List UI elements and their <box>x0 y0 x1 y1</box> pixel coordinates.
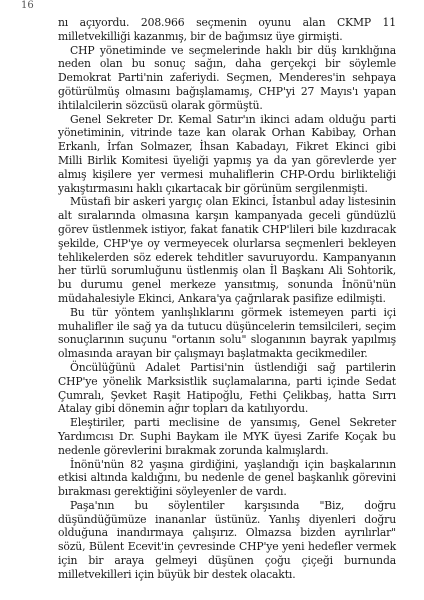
paragraph: CHP yönetiminde ve seçmelerinde haklı bir düş kırıklığına neden olan bu sonuç sağın, daha gerçekçi bir söylemle Demokrat Parti'nin zaferiydi. Seçmen, Menderes'in sehpaya götürülmüş olmasını bağışlamamış, CHP'yi 27 Mayıs'ı yapan ihtilalcilerin sözcüsü olarak görmüştü. <box>58 43 396 112</box>
paragraph: nı açıyordu. 208.966 seçmenin oyunu alan CKMP 11 milletvekilliği kazanmış, bir de bağımsız üye girmişti. <box>58 16 396 43</box>
page-number: 16 <box>21 0 34 11</box>
paragraph: Paşa'nın bu söylentiler karşısında "Biz, doğru düşündüğümüze inananlar üstünüz. Yanlış diyenleri doğru olduğuna inandırmaya çalışırız. Olmazsa bizden ayrılırlar" sözü, Bülent Ecevit'in çevresinde CHP'ye yeni hedefler vermek için bir araya gelmeyi düşünen çoğu çiçeği burnunda milletvekilleri için büyük bir destek olacaktı. <box>58 498 396 581</box>
paragraph: Eleştiriler, parti meclisine de yansımış, Genel Sekreter Yardımcısı Dr. Suphi Baykam ile MYK üyesi Zarife Koçak bu nedenle görevlerini bırakmak zorunda kalmışlardı. <box>58 416 396 457</box>
paragraph: Genel Sekreter Dr. Kemal Satır'ın ikinci adam olduğu parti yönetiminin, vitrinde taze kan olarak Orhan Kabibay, Orhan Erkanlı, İrfan Solmazer, İhsan Kabadayı, Fikret Ekinci gibi Milli Birlik Komitesi üyeliği yapmış ya da yan görevlerde yer almış kişilere yer vermesi muhaliflerin CHP-Ordu birlikteliği yakıştırmasını haklı çıkartacak bir görünüm sergilenmişti. <box>58 112 396 195</box>
paragraph: Öncülüğünü Adalet Partisi'nin üstlendiği sağ partilerin CHP'ye yönelik Marksistlik suçlamalarına, parti içinde Sedat Çumralı, Şevket Raşit Hatipoğlu, Fethi Çelikbaş, hatta Sırrı Atalay gibi dönemin ağır topları da katılıyordu. <box>58 360 396 416</box>
paragraph: Müstafi bir askeri yargıç olan Ekinci, İstanbul aday listesinin alt sıralarında olmasına karşın kampanyada geceli gündüzlü görev üstlenmek istiyor, fakat fanatik CHP'lileri bile kızdıracak şekilde, CHP'ye oy vermeyecek olurlarsa seçmenleri bekleyen tehlikelerden söz ederek tehditler savuruyordu. Kampanyanın her türlü sorumluğunu üstlenmiş olan İl Başkanı Ali Sohtorik, bu durumu genel merkeze yansıtmış, sonunda İnönü'nün müdahalesiyle Ekinci, Ankara'ya çağrılarak pasifize edilmişti. <box>58 195 396 305</box>
paragraph: Bu tür yöntem yanlışlıklarını görmek istemeyen parti içi muhalifler ile sağ ya da tutucu düşüncelerin temsilcileri, seçim sonuçlarının suçunu "ortanın solu" sloganının bayrak yapılmış olmasında arayan bir çalışmayı başlatmakta gecikmediler. <box>58 305 396 361</box>
body-text <box>58 16 396 582</box>
paragraph: İnönü'nün 82 yaşına girdiğini, yaşlandığı için başkalarının etkisi altında kaldığını, bu nedenle de genel başkanlık görevini bırakması gerektiğini söyleyenler de vardı. <box>58 457 396 499</box>
